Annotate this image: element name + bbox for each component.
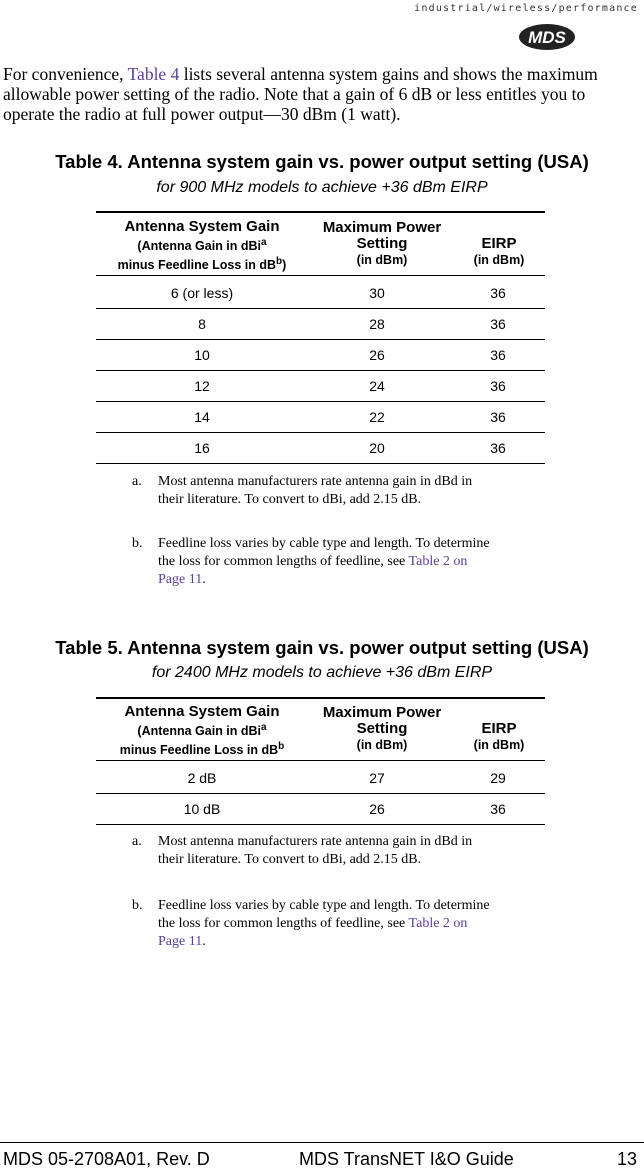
table-cell: 16 <box>194 440 210 456</box>
table-cell: 36 <box>490 378 506 394</box>
table-row-rule <box>96 793 545 794</box>
table-cell: 27 <box>369 770 385 786</box>
table-cell: 6 (or less) <box>170 285 234 301</box>
table-cell: 8 <box>198 316 206 332</box>
table-5-footnote-b: b. Feedline loss varies by cable type and length. To determine the loss for common lengths of feedline, see Table 2 on Page 11. <box>132 898 490 949</box>
table-5-subtitle: for 2400 MHz models to achieve +36 dBm EIRP <box>151 664 493 681</box>
table-cell: 26 <box>369 347 385 363</box>
footer-page-number: 13 <box>617 1149 638 1169</box>
table-4-subtitle: for 900 MHz models to achieve +36 dBm EIRP <box>156 179 488 196</box>
table-5-top-rule <box>96 697 545 699</box>
table-4-caption: Table 4. Antenna system gain vs. power output setting (USA) <box>55 151 589 172</box>
table-row-rule <box>96 308 545 309</box>
table-row-rule <box>96 339 545 340</box>
mds-logo <box>518 22 576 52</box>
brand-tagline: industrial/wireless/performance <box>414 3 638 14</box>
intro-paragraph: For convenience, Table 4 lists several antenna system gains and shows the maximum allowable power setting of the radio. Note that a gain of 6 dB or less entitles you to operate the radio at full power output—30 dBm (1 watt). <box>3 64 598 124</box>
footer-rule <box>0 1142 644 1143</box>
table-cell: 12 <box>194 378 210 394</box>
table-cell: 10 dB <box>183 801 221 817</box>
table-cell: 2 dB <box>187 770 217 786</box>
table-cell: 36 <box>490 285 506 301</box>
table-cell: 36 <box>490 316 506 332</box>
table-cell: 20 <box>369 440 385 456</box>
logo-text: MDS <box>528 28 566 47</box>
table-4-footnote-b: b. Feedline loss varies by cable type and length. To determine the loss for common lengths of feedline, see Table 2 on Page 11. <box>132 536 490 587</box>
table-2-link[interactable]: Table 2 on Page 11 <box>158 916 468 949</box>
table-5-header-rule <box>96 760 545 761</box>
table-5-caption: Table 5. Antenna system gain vs. power output setting (USA) <box>55 637 589 658</box>
table-cell: 36 <box>490 440 506 456</box>
table-4-col-power-header: Maximum Power Setting (in dBm) <box>322 219 442 267</box>
table-4-top-rule <box>96 211 545 213</box>
table-4-footnote-a: a. Most antenna manufacturers rate antenna gain in dBd in their literature. To convert to dBi, add 2.15 dB. <box>132 474 473 507</box>
table-cell: 36 <box>490 801 506 817</box>
table-cell: 22 <box>369 409 385 425</box>
table-cell: 10 <box>194 347 210 363</box>
table-4-col-gain-header: Antenna System Gain (Antenna Gain in dBi$^a$ minus Feedline Loss in $dB^b$) <box>117 218 287 273</box>
table-cell: 28 <box>369 316 385 332</box>
table-4-header-rule <box>96 275 545 276</box>
table-4-link[interactable]: Table 4 <box>127 64 180 84</box>
table-row-rule <box>96 824 545 825</box>
table-cell: 14 <box>194 409 210 425</box>
table-cell: 30 <box>369 285 385 301</box>
table-row-rule <box>96 401 545 402</box>
table-2-link[interactable]: Table 2 on Page 11 <box>158 554 468 587</box>
table-cell: 36 <box>490 409 506 425</box>
table-cell: 36 <box>490 347 506 363</box>
table-cell: 24 <box>369 378 385 394</box>
table-5-col-power-header: Maximum Power Setting (in dBm) <box>322 704 442 752</box>
footer-doc-id: MDS 05-2708A01, Rev. D <box>3 1149 210 1169</box>
table-cell: 29 <box>490 770 506 786</box>
table-5-col-gain-header: Antenna System Gain (Antenna Gain in dBi$^a$ minus Feedline Loss in $dB^b$ <box>119 703 285 758</box>
table-row-rule <box>96 370 545 371</box>
footer-guide-title: MDS TransNET I&O Guide <box>299 1149 514 1169</box>
table-row-rule <box>96 463 545 464</box>
table-5-col-eirp-header: EIRP (in dBm) <box>473 720 525 752</box>
table-5-footnote-a: a. Most antenna manufacturers rate antenna gain in dBd in their literature. To convert to dBi, add 2.15 dB. <box>132 834 473 867</box>
table-cell: 26 <box>369 801 385 817</box>
table-4-col-eirp-header: EIRP (in dBm) <box>473 235 525 267</box>
table-row-rule <box>96 432 545 433</box>
